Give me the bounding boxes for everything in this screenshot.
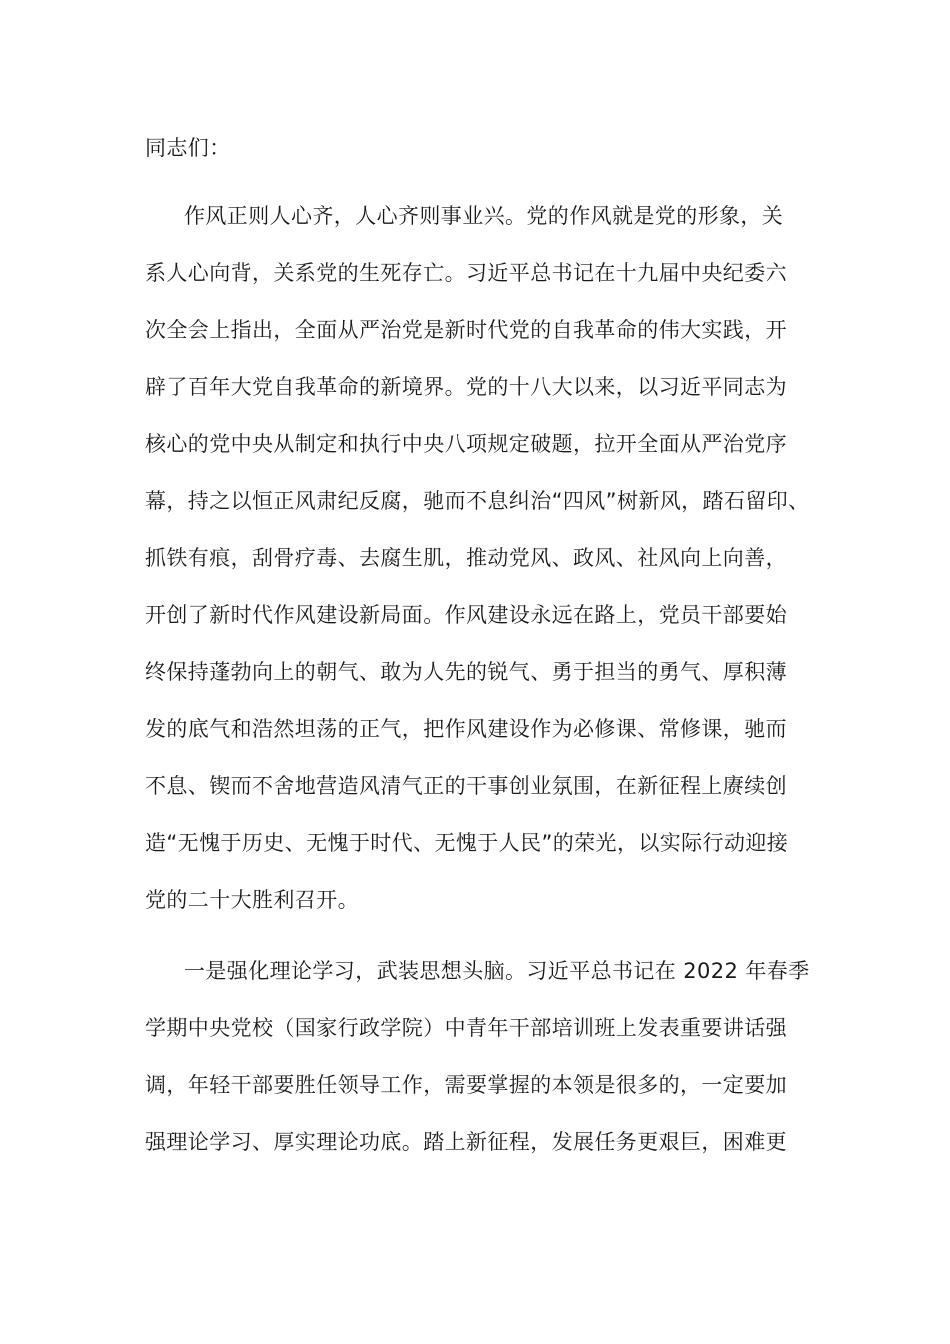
paragraph-line: 系人心向背，关系党的生死存亡。习近平总书记在十九届中央纪委六: [145, 261, 787, 285]
paragraph-line: 终保持蓬勃向上的朝气、敢为人先的锐气、勇于担当的勇气、厚积薄: [145, 660, 787, 684]
paragraph-line: 学期中央党校（国家行政学院）中青年干部培训班上发表重要讲话强: [145, 1016, 787, 1040]
paragraph-line: 核心的党中央从制定和执行中央八项规定破题，拉开全面从严治党序: [145, 432, 787, 456]
paragraph-line: 党的二十大胜利召开。: [145, 888, 359, 912]
paragraph-line: 作风正则人心齐，人心齐则事业兴。党的作风就是党的形象，关: [184, 204, 784, 228]
paragraph-line: 一是强化理论学习，武装思想头脑。习近平总书记在 2022 年春季: [184, 959, 810, 983]
paragraph-line: 辟了百年大党自我革命的新境界。党的十八大以来，以习近平同志为: [145, 375, 787, 399]
paragraph-line: 开创了新时代作风建设新局面。作风建设永远在路上，党员干部要始: [145, 603, 787, 627]
paragraph-line: 强理论学习、厚实理论功底。踏上新征程，发展任务更艰巨，困难更: [145, 1130, 787, 1154]
paragraph-line: 抓铁有痕，刮骨疗毒、去腐生肌，推动党风、政风、社风向上向善，: [145, 546, 787, 570]
paragraph-line: 次全会上指出，全面从严治党是新时代党的自我革命的伟大实践，开: [145, 318, 787, 342]
paragraph-line: 调，年轻干部要胜任领导工作，需要掌握的本领是很多的，一定要加: [145, 1073, 787, 1097]
salutation: 同志们：: [145, 136, 231, 160]
paragraph-line: 不息、锲而不舍地营造风清气正的干事创业氛围，在新征程上赓续创: [145, 774, 787, 798]
paragraph-line: 幕，持之以恒正风肃纪反腐，驰而不息纠治“四风”树新风，踏石留印、: [145, 489, 810, 513]
paragraph-line: 发的底气和浩然坦荡的正气，把作风建设作为必修课、常修课，驰而: [145, 717, 787, 741]
paragraph-line: 造“无愧于历史、无愧于时代、无愧于人民”的荣光，以实际行动迎接: [145, 831, 789, 855]
